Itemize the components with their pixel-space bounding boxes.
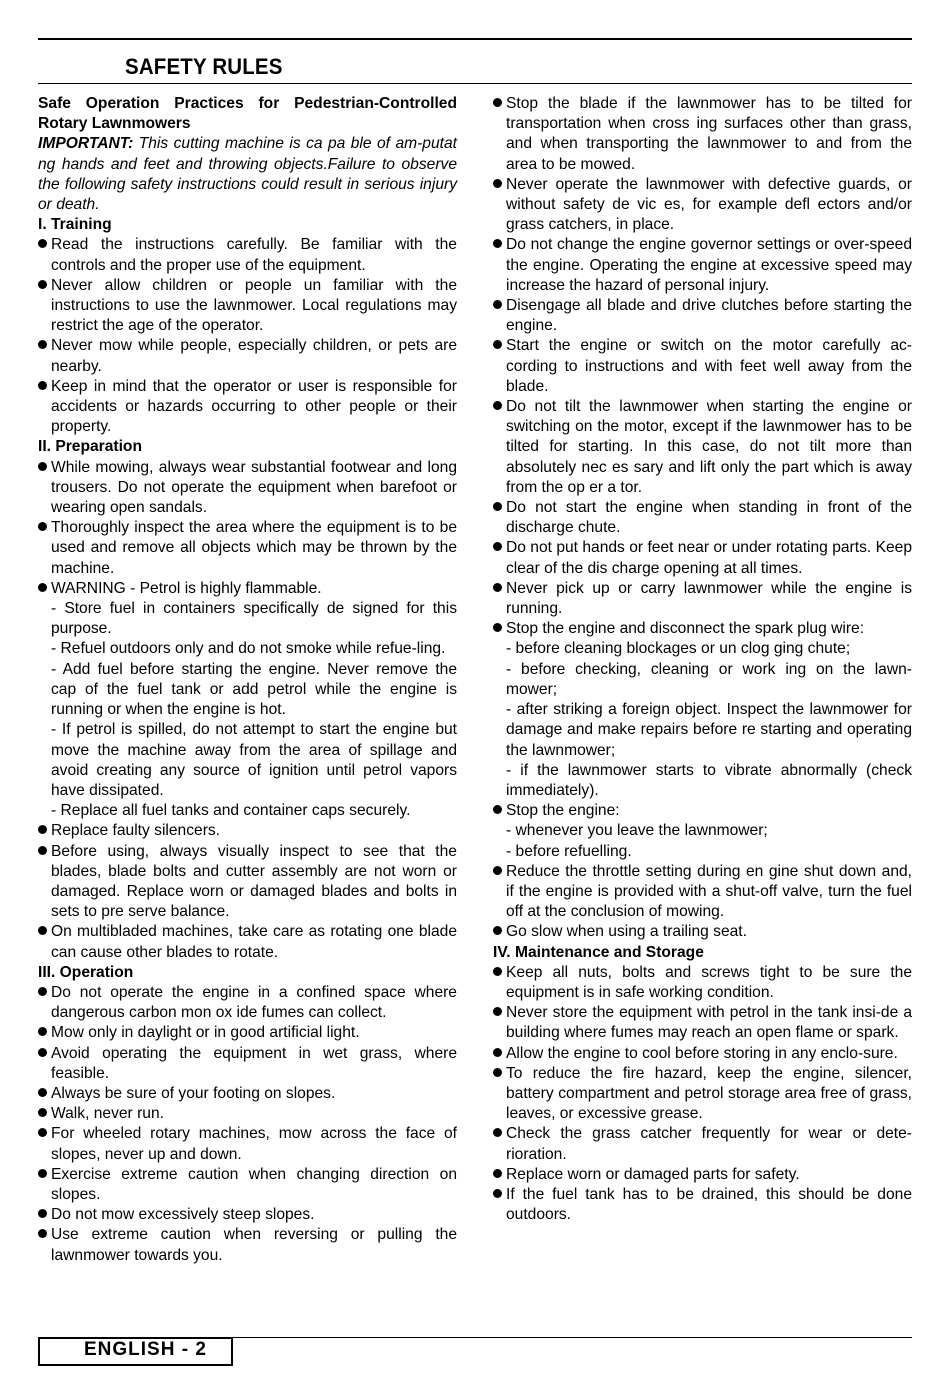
bullet-dot-icon <box>493 583 502 592</box>
bullet-dot-icon <box>38 340 47 349</box>
section-title-preparation: II. Preparation <box>38 438 142 456</box>
bullet-dot-icon <box>493 502 502 511</box>
bullet-dot-icon <box>38 926 47 935</box>
bullet-item: Start the engine or switch on the motor carefully ac-cording to instructions and with feet well away from the blade. <box>493 336 912 397</box>
bullet-item: Never pick up or carry lawnmower while the engine is running. <box>493 579 912 619</box>
bullet-item: Check the grass catcher frequently for wear or dete-rioration. <box>493 1124 912 1164</box>
bullet-item: Thoroughly inspect the area where the equipment is to be used and remove all objects which may be thrown by the machine. <box>38 518 457 579</box>
bullet-item: Go slow when using a trailing seat. <box>493 922 912 942</box>
bullet-item: Allow the engine to cool before storing in any enclo-sure. <box>493 1044 912 1064</box>
bullet-item: Mow only in daylight or in good artificial light. <box>38 1023 457 1043</box>
bullet-dot-icon <box>493 300 502 309</box>
bullet-dot-icon <box>38 381 47 390</box>
section-title-maintenance: IV. Maintenance and Storage <box>493 943 704 961</box>
sub-item: - Replace all fuel tanks and container caps securely. <box>51 802 411 820</box>
sub-item: - Store fuel in containers specifically de signed for this purpose. <box>51 600 457 638</box>
bullet-item: Stop the engine: <box>493 801 912 821</box>
bullet-dot-icon <box>493 967 502 976</box>
bullet-dot-icon <box>493 239 502 248</box>
bullet-dot-icon <box>493 926 502 935</box>
bullet-dot-icon <box>493 623 502 632</box>
bullet-dot-icon <box>38 239 47 248</box>
bullet-item: Always be sure of your footing on slopes. <box>38 1084 457 1104</box>
bullet-item: Reduce the throttle setting during en gine shut down and, if the engine is provided with a shut-off valve, turn the fuel off at the conclusion of mowing. <box>493 862 912 923</box>
bullet-dot-icon <box>38 1048 47 1057</box>
bullet-item: Use extreme caution when reversing or pulling the lawnmower towards you. <box>38 1225 457 1265</box>
page-title: SAFETY RULES <box>125 54 283 79</box>
bullet-item: Do not operate the engine in a confined space where dangerous carbon mon ox ide fumes can collect. <box>38 983 457 1023</box>
bullet-dot-icon <box>493 1068 502 1077</box>
top-rule <box>38 38 912 40</box>
bullet-item: If the fuel tank has to be drained, this should be done outdoors. <box>493 1185 912 1225</box>
sub-item: - before checking, cleaning or work ing on the lawn-mower; <box>506 660 912 698</box>
bullet-item: Replace worn or damaged parts for safety. <box>493 1165 912 1185</box>
bullet-dot-icon <box>493 542 502 551</box>
bullet-item: Keep in mind that the operator or user is responsible for accidents or hazards occurring to other people or their property. <box>38 377 457 438</box>
bullet-dot-icon <box>38 846 47 855</box>
important-label: IMPORTANT: <box>38 135 134 153</box>
bullet-dot-icon <box>493 1189 502 1198</box>
bullet-dot-icon <box>493 340 502 349</box>
section-title-operation: III. Operation <box>38 963 134 981</box>
bullet-dot-icon <box>493 1128 502 1137</box>
bullet-dot-icon <box>493 179 502 188</box>
bullet-dot-icon <box>38 987 47 996</box>
bullet-item: Never mow while people, especially children, or pets are nearby. <box>38 336 457 376</box>
bullet-item: Read the instructions carefully. Be familiar with the controls and the proper use of the equipment. <box>38 235 457 275</box>
bullet-item: Exercise extreme caution when changing direction on slopes. <box>38 1165 457 1205</box>
bullet-dot-icon <box>493 1169 502 1178</box>
bullet-item: Never allow children or people un familiar with the instructions to use the lawnmower. Local regulations may restrict the age of the operator. <box>38 276 457 337</box>
bullet-dot-icon <box>493 401 502 410</box>
sub-item: - Add fuel before starting the engine. Never remove the cap of the fuel tank or add petrol while the engine is running or when the engine is hot. <box>51 660 457 719</box>
bullet-item: Keep all nuts, bolts and screws tight to be sure the equipment is in safe working condition. <box>493 963 912 1003</box>
sub-item: - whenever you leave the lawnmower; <box>506 822 768 840</box>
bullet-dot-icon <box>38 1209 47 1218</box>
important-notice <box>38 134 457 215</box>
section-title-training: I. Training <box>38 216 112 234</box>
bullet-dot-icon <box>38 825 47 834</box>
bullet-item: Avoid operating the equipment in wet grass, where feasible. <box>38 1044 457 1084</box>
bullet-item: Stop the blade if the lawnmower has to be tilted for transportation when cross ing surfaces other than grass, and when transporting the lawnmower to and from the area to be mowed. <box>493 94 912 175</box>
section-heading: Safe Operation Practices for Pedestrian-Controlled Rotary Lawnmowers <box>38 95 457 133</box>
sub-item: - before cleaning blockages or un clog ging chute; <box>506 640 851 658</box>
title-rule <box>38 83 912 84</box>
bullet-item: Do not mow excessively steep slopes. <box>38 1205 457 1225</box>
bullet-dot-icon <box>38 280 47 289</box>
sub-item: - If petrol is spilled, do not attempt to start the engine but move the machine away from the area of spillage and avoid creating any source of ignition until petrol vapors have dissipated. <box>51 721 457 799</box>
bullet-item: Disengage all blade and drive clutches before starting the engine. <box>493 296 912 336</box>
bullet-dot-icon <box>493 805 502 814</box>
important-text: This cutting machine is ca pa ble of am-putat ng hands and feet and throwing objects.Failure to observe the following safety instructions could result in serious injury or death. <box>38 135 457 214</box>
bullet-dot-icon <box>38 1088 47 1097</box>
bullet-dot-icon <box>493 1007 502 1016</box>
bullet-item: Replace faulty silencers. <box>38 821 457 841</box>
bullet-item: Before using, always visually inspect to see that the blades, blade bolts and cutter assembly are not worn or damaged. Replace worn or damaged blades and bolts in sets to pre serve balance. <box>38 842 457 923</box>
bullet-dot-icon <box>38 583 47 592</box>
bullet-dot-icon <box>493 866 502 875</box>
bullet-dot-icon <box>38 1169 47 1178</box>
bullet-item: Never operate the lawnmower with defective guards, or without safety de vic es, for example defl ectors and/or grass catchers, in place. <box>493 175 912 236</box>
sub-item: - after striking a foreign object. Inspect the lawnmower for damage and make repairs before re starting and operating the lawnmower; <box>506 701 912 759</box>
right-column <box>493 94 912 1225</box>
bullet-item: Never store the equipment with petrol in the tank insi-de a building where fumes may reach an open flame or spark. <box>493 1003 912 1043</box>
bullet-item: Walk, never run. <box>38 1104 457 1124</box>
bullet-dot-icon <box>38 1229 47 1238</box>
bullet-item: To reduce the fire hazard, keep the engine, silencer, battery compartment and petrol storage area free of grass, leaves, or excessive grease. <box>493 1064 912 1125</box>
bullet-item: On multibladed machines, take care as rotating one blade can cause other blades to rotate. <box>38 922 457 962</box>
sub-item: - before refuelling. <box>506 842 632 860</box>
bullet-dot-icon <box>38 1128 47 1137</box>
footer-page-label: ENGLISH - 2 <box>84 1339 207 1360</box>
bullet-dot-icon <box>493 1048 502 1057</box>
bullet-dot-icon <box>38 1027 47 1036</box>
bullet-item: For wheeled rotary machines, mow across the face of slopes, never up and down. <box>38 1124 457 1164</box>
bullet-item: WARNING - Petrol is highly flammable. <box>38 579 457 599</box>
sub-item: - if the lawnmower starts to vibrate abnormally (check immediately). <box>506 761 912 799</box>
bullet-item: Do not change the engine governor settings or over-speed the engine. Operating the engine at excessive speed may increase the hazard of personal injury. <box>493 235 912 296</box>
sub-item: - Refuel outdoors only and do not smoke while refue-ling. <box>51 640 446 658</box>
bullet-item: Stop the engine and disconnect the spark plug wire: <box>493 619 912 639</box>
bullet-dot-icon <box>493 98 502 107</box>
left-column <box>38 94 457 1266</box>
bullet-dot-icon <box>38 462 47 471</box>
bullet-dot-icon <box>38 522 47 531</box>
bullet-item: While mowing, always wear substantial footwear and long trousers. Do not operate the equipment when barefoot or wearing open sandals. <box>38 458 457 519</box>
bullet-item: Do not put hands or feet near or under rotating parts. Keep clear of the dis charge opening at all times. <box>493 538 912 578</box>
bullet-item: Do not start the engine when standing in front of the discharge chute. <box>493 498 912 538</box>
bullet-dot-icon <box>38 1108 47 1117</box>
bullet-item: Do not tilt the lawnmower when starting the engine or switching on the motor, except if the lawnmower has to be tilted for starting. In this case, do not tilt more than absolutely nec es sary and lift only the part which is away from the op er a tor. <box>493 397 912 498</box>
